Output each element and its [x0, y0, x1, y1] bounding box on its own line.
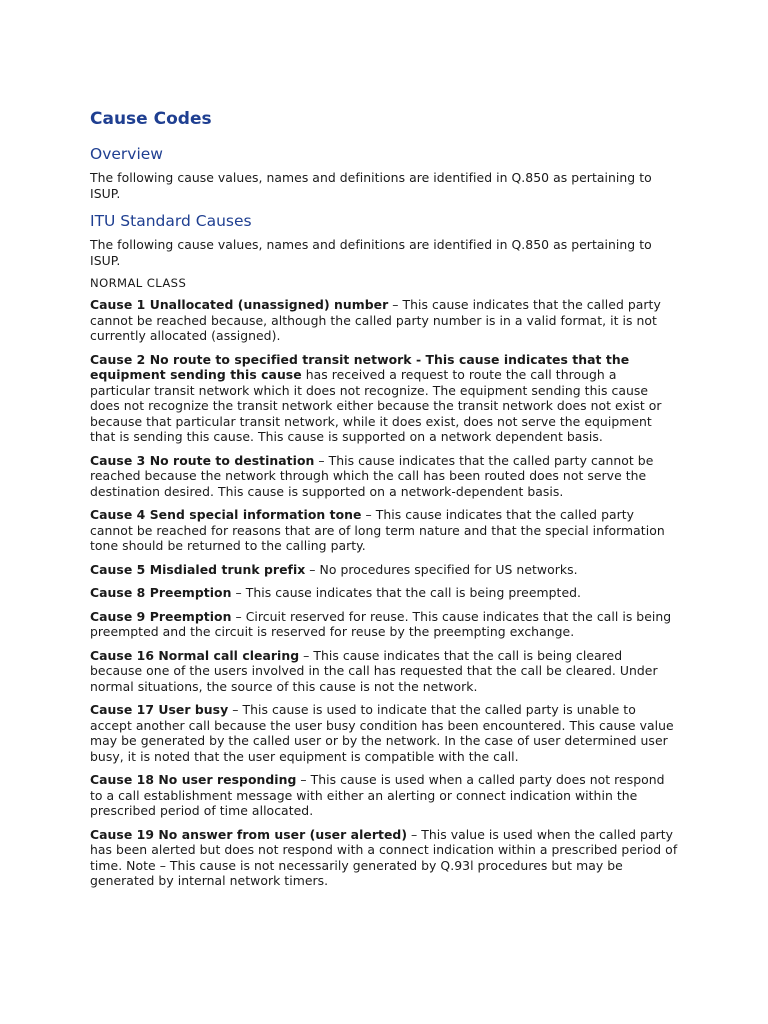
cause-name: Cause 2 No route to specified transit network - This cause indicates that the equipment sending this cause	[90, 351, 630, 382]
cause-entry-9	[90, 609, 678, 640]
cause-description: – This cause indicates that the called party cannot be reached for reasons that are of long term nature and that the special information tone should be returned to the calling party.	[90, 507, 665, 553]
cause-name: Cause 5 Misdialed trunk prefix	[90, 561, 306, 577]
cause-name: Cause 18 No user responding	[90, 772, 297, 787]
cause-name: Cause 17 User busy	[90, 702, 229, 717]
cause-description: – This value is used when the called party has been alerted but does not respond with a connect indication within a prescribed period of time. Note – This cause is not necessarily generated by Q.93l procedures but may be generated by internal network timers.	[90, 826, 678, 888]
cause-entry-16	[90, 648, 678, 695]
cause-description: – This cause is used when a called party does not respond to a call establishment message with either an alerting or connect indication within the prescribed period of time allocated.	[90, 772, 665, 818]
cause-entry-18	[90, 772, 678, 819]
page-title: Cause Codes	[90, 109, 212, 129]
cause-name: Cause 19 No answer from user (user alerted)	[90, 826, 408, 842]
cause-entry-5	[90, 562, 678, 578]
cause-description: – This cause indicates that the called party cannot be reached because, although the called party number is in a valid format, it is not currently allocated (assigned).	[90, 297, 661, 343]
itu-intro-text: The following cause values, names and definitions are identified in Q.850 as pertaining to ISUP.	[90, 237, 652, 268]
overview-text: The following cause values, names and definitions are identified in Q.850 as pertaining to ISUP.	[90, 170, 652, 201]
cause-name: Cause 8 Preemption	[90, 585, 232, 600]
cause-description: – This cause indicates that the called party cannot be reached because the network through which the call has been routed does not serve the destination desired. This cause is supported on a network-dependent basis.	[90, 452, 654, 499]
cause-entry-4	[90, 507, 678, 554]
cause-entry-8	[90, 585, 678, 601]
cause-name: Cause 9 Preemption	[90, 608, 232, 624]
cause-entry-17	[90, 702, 678, 764]
cause-name: Cause 1 Unallocated (unassigned) number	[90, 297, 389, 312]
cause-description: has received a request to route the call through a particular transit network which it does not recognize. The equipment sending this cause does not recognize the transit network either because the transit network does not exist or because that particular transit network, while it does exist, does not serve the equipment that is sending this cause. This cause is supported on a network dependent basis.	[90, 367, 662, 444]
cause-description: – Circuit reserved for reuse. This cause indicates that the call is being preempted and the circuit is reserved for reuse by the preempting exchange.	[90, 608, 672, 639]
cause-entry-3	[90, 453, 678, 500]
overview-heading: Overview	[90, 145, 163, 163]
cause-entry-19	[90, 827, 678, 889]
cause-description: – This cause indicates that the call is being preempted.	[231, 585, 582, 600]
cause-description: – This cause indicates that the call is being cleared because one of the users involved in the call has requested that the call be cleared. Under normal situations, the source of this cause is not the network.	[90, 647, 658, 694]
normal-class-label: NORMAL CLASS	[90, 276, 187, 290]
cause-name: Cause 16 Normal call clearing	[90, 647, 300, 663]
cause-entry-1	[90, 297, 678, 344]
cause-entry-2	[90, 352, 678, 445]
cause-name: Cause 3 No route to destination	[90, 452, 315, 468]
cause-name: Cause 4 Send special information tone	[90, 507, 362, 522]
document-page	[90, 108, 678, 897]
cause-description: – No procedures specified for US networks.	[305, 561, 578, 577]
itu-standard-causes-heading: ITU Standard Causes	[90, 212, 252, 230]
cause-description: – This cause is used to indicate that the called party is unable to accept another call because the user busy condition has been encountered. This cause value may be generated by the called user or by the network. In the case of user determined user busy, it is noted that the user equipment is compatible with the call.	[90, 702, 674, 764]
